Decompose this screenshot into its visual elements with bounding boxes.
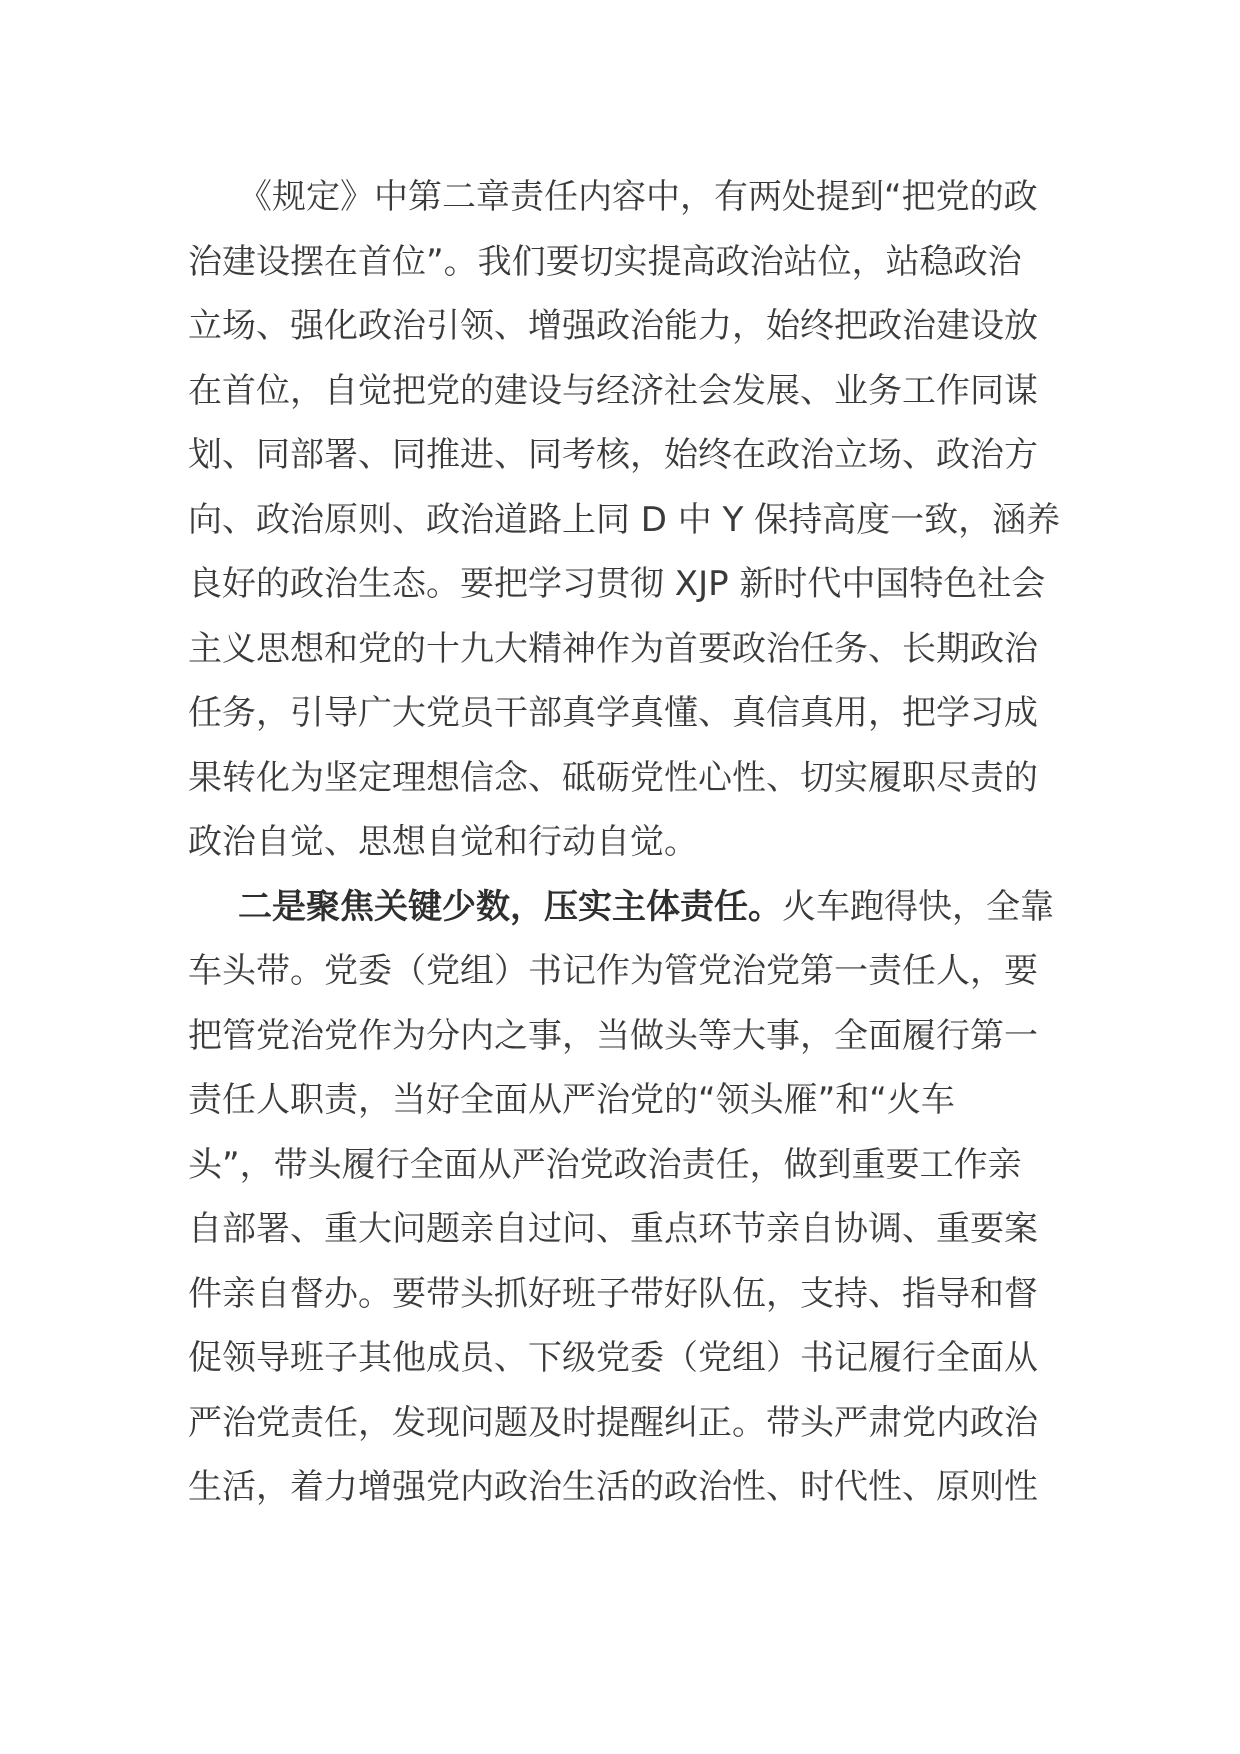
text-line: 头”，带头履行全面从严治党政治责任，做到重要工作亲 xyxy=(188,1144,1022,1185)
text-line: 严治党责任，发现问题及时提醒纠正。带头严肃党内政治 xyxy=(188,1402,1038,1443)
text-line: 《规定》中第二章责任内容中，有两处提到“把党的政 xyxy=(238,177,1038,217)
paragraph-regulation-content xyxy=(188,165,1061,875)
text-line: 划、同部署、同推进、同考核，始终在政治立场、政治方 xyxy=(188,435,1038,475)
paragraph-heading: 二是聚焦关键少数，压实主体责任。 xyxy=(238,886,782,927)
text-line xyxy=(188,875,1054,940)
heading-continuation: 火车跑得快，全靠 xyxy=(782,886,1054,927)
text-line: 责任人职责，当好全面从严治党的“领头雁”和“火车 xyxy=(188,1080,955,1120)
text-line: 向、政治原则、政治道路上同 D 中 Y 保持高度一致，涵养 xyxy=(188,499,1061,540)
text-line: 政治自觉、思想自觉和行动自觉。 xyxy=(188,822,698,862)
text-line: 主义思想和党的十九大精神作为首要政治任务、长期政治 xyxy=(188,628,1038,669)
text-line: 把管党治党作为分内之事，当做头等大事，全面履行第一 xyxy=(188,1015,1038,1056)
paragraph-key-minority xyxy=(188,875,1054,1520)
text-line: 车头带。党委（党组）书记作为管党治党第一责任人，要 xyxy=(188,951,1038,991)
text-line: 促领导班子其他成员、下级党委（党组）书记履行全面从 xyxy=(188,1338,1038,1378)
text-line: 果转化为坚定理想信念、砥砺党性心性、切实履职尽责的 xyxy=(188,757,1038,798)
text-line: 自部署、重大问题亲自过问、重点环节亲自协调、重要案 xyxy=(188,1209,1038,1249)
text-line: 任务，引导广大党员干部真学真懂、真信真用，把学习成 xyxy=(188,693,1038,733)
text-line: 在首位，自觉把党的建设与经济社会发展、业务工作同谋 xyxy=(188,370,1038,411)
document-body xyxy=(188,165,1061,1520)
text-line: 良好的政治生态。要把学习贯彻 XJP 新时代中国特色社会 xyxy=(188,564,1046,604)
text-line: 立场、强化政治引领、增强政治能力，始终把政治建设放 xyxy=(188,306,1038,346)
text-line: 生活，着力增强党内政治生活的政治性、时代性、原则性 xyxy=(188,1467,1038,1507)
text-line: 治建设摆在首位”。我们要切实提高政治站位，站稳政治 xyxy=(188,241,1022,282)
text-line: 件亲自督办。要带头抓好班子带好队伍，支持、指导和督 xyxy=(188,1273,1038,1314)
